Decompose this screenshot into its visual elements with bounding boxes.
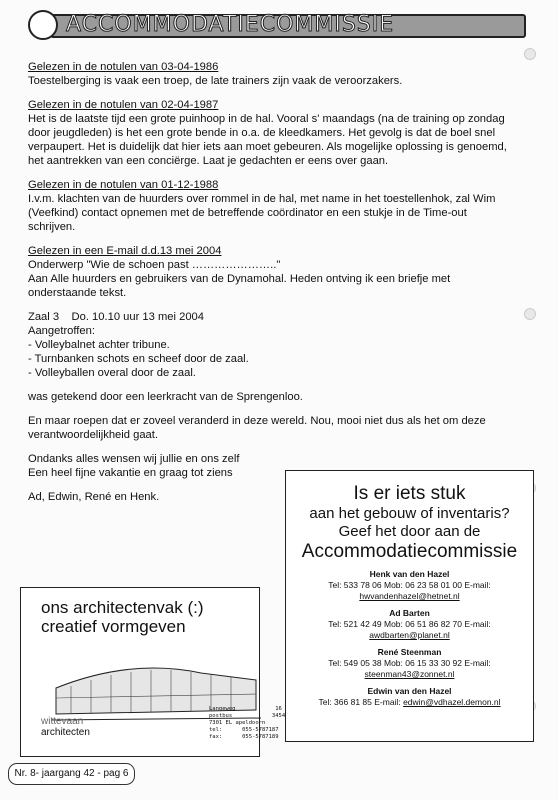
section-heading: Gelezen in de notulen van 03-04-1986 [28, 61, 219, 73]
contact-email-link[interactable]: hwvandenhazel@hetnet.nl [359, 591, 460, 601]
contact-info: Tel: 521 42 49 Mob: 06 51 86 82 70 E-mail: [328, 619, 491, 629]
binder-hole [524, 48, 536, 60]
contact-email-link[interactable]: steenman43@zonnet.nl [364, 669, 455, 679]
note-signed: was getekend door een leerkracht van de Sprengenloo. [28, 391, 303, 403]
architect-slogan: ons architectenvak (:) creatief vormgeven [41, 598, 204, 636]
contact-card [286, 608, 533, 641]
contact-email-link[interactable]: awdbarten@planet.nl [369, 630, 450, 640]
contact-name: Henk van den Hazel [369, 569, 450, 579]
note-item: - Turnbanken schots en scheef door de zaal. [28, 353, 249, 365]
section-heading: Gelezen in de notulen van 01-12-1988 [28, 179, 219, 191]
contact-info: Tel: 366 81 85 E-mail: [318, 697, 401, 707]
email-heading: Gelezen in een E-mail d.d.13 mei 2004 [28, 245, 222, 257]
contact-email-link[interactable]: edwin@vdhazel.demon.nl [403, 697, 501, 707]
section-text: Het is de laatste tijd een grote puinhoop in de hal. Vooral s' maandags (na de training op zondag door jeugdleden) is het een grote bende in o.a. de kleedkamers. Het gevolg is dat de boel snel verpaupert. Het is duidelijk dat hier iets aan moet gebeuren. Als mogelijke oplossing is genoemd, het aantrekken van een conciërge. Laat je gedachten er eens over gaan. [28, 113, 507, 167]
article-body [28, 60, 508, 504]
note-item: - Volleyballen overal door de zaal. [28, 367, 196, 379]
architect-ad [20, 587, 286, 757]
contact-info: Tel: 549 05 38 Mob: 06 15 33 30 92 E-mail: [328, 658, 491, 668]
closing-line: Ondanks alles wensen wij jullie en ons zelf [28, 453, 240, 465]
closing-line: Een heel fijne vakantie en graag tot ziens [28, 467, 233, 479]
commissie-subheading: aan het gebouw of inventaris? [309, 505, 510, 522]
page-footer: Nr. 8- jaargang 42 - pag 6 [8, 763, 135, 785]
note-found: Aangetroffen: [28, 325, 95, 337]
note-item: - Volleybalnet achter tribune. [28, 339, 170, 351]
email-intro: Aan Alle huurders en gebruikers van de Dynamohal. Heden ontving ik een briefje met onderstaande tekst. [28, 273, 451, 299]
note-title: Zaal 3 Do. 10.10 uur 13 mei 2004 [28, 311, 205, 323]
comment-text: En maar roepen dat er zoveel veranderd in deze wereld. Nou, mooi niet dus als het om deze verantwoordelijkheid gaat. [28, 415, 486, 441]
contact-name: René Steenman [377, 647, 442, 657]
section-text: I.v.m. klachten van de huurders over rommel in de hal, met name in het toestellenhok, zal Wim (Veefkind) contact opnemen met de betreffende coördinator en een stukje in de Time-out schrijven. [28, 193, 496, 233]
commissie-name: Accommodatiecommissie [301, 541, 518, 562]
contact-card [286, 647, 533, 680]
contact-card [286, 686, 533, 708]
header-circle [28, 10, 58, 40]
contact-info: Tel: 533 78 06 Mob: 06 23 58 01 00 E-mail: [328, 580, 491, 590]
commissie-heading: Is er iets stuk [353, 483, 466, 504]
contact-card [286, 569, 533, 602]
signature-names: Ad, Edwin, René en Henk. [28, 491, 160, 503]
wittevaan-logo: wittevaan architecten [41, 716, 90, 738]
architect-address: Langeweg 16 postbus 3454 7301 EL apeldoorn tel: 055-5787187 fax: 055-5787189 [209, 706, 286, 740]
contact-name: Ad Barten [389, 608, 430, 618]
commissie-subheading: Geef het door aan de [338, 523, 481, 540]
section-heading: Gelezen in de notulen van 02-04-1987 [28, 99, 219, 111]
commissie-ad [285, 470, 534, 742]
page-header [28, 8, 528, 40]
section-text: Toestelberging is vaak een troep, de late trainers zijn vaak de veroorzakers. [28, 75, 403, 87]
binder-hole [524, 308, 536, 320]
email-subject: Onderwerp "Wie de schoen past ………………….." [28, 259, 281, 271]
page-title: ACCOMMODATIECOMMISSIE [66, 12, 395, 37]
contact-name: Edwin van den Hazel [367, 686, 452, 696]
